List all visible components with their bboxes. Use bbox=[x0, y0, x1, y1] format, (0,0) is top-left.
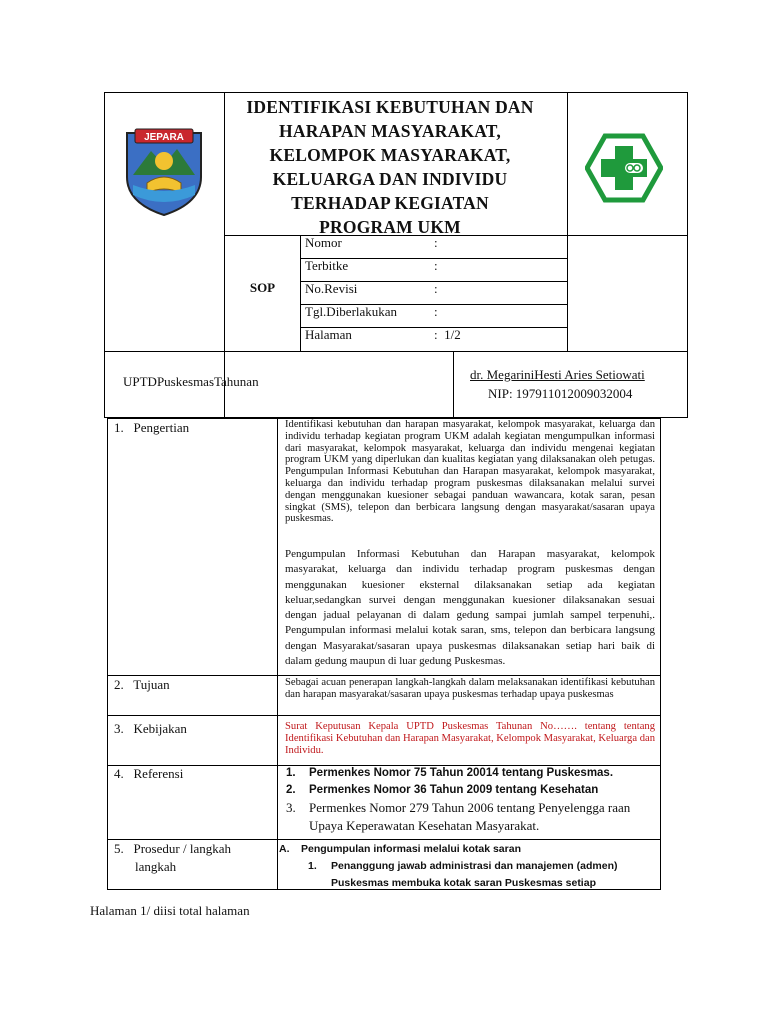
meta-label-terbit: Terbitke bbox=[305, 258, 349, 273]
text-pengertian: Identifikasi kebutuhan dan harapan masyarakat, kelompok masyarakat, keluarga dan individu terhadap kegiatan program UKM adalah kegiatan mengumpulkan informasi dari masyarakat, kelompok masyarakat, keluarga dan individu mengenai kegiatan program UKM yang diperlukan dan kualitas kegiatan yang dilaksanakan oleh petugas. Pengumpulan Informasi Kebutuhan dan Harapan masyarakat, kelompok masyarakat, keluarga dan individu terhadap program puskesmas dilaksanakan melalui survei dengan menggunakan kuesioner sebagai panduan wawancara, kotak saran, pesan singkat (SMS), telepon dan berbicara langsung dengan masyarakat/sasaran upaya puskesmas. bbox=[285, 419, 655, 525]
header-table bbox=[104, 92, 688, 418]
puskesmas-logo bbox=[585, 133, 663, 203]
prosedur-step-num: 1. bbox=[308, 860, 317, 872]
label-prosedur: 5. Prosedur / langkah bbox=[114, 841, 231, 856]
prosedur-step-1-cont: Puskesmas membuka kotak saran Puskesmas setiap bbox=[331, 877, 596, 889]
logo-jepara-text: JEPARA bbox=[144, 132, 184, 143]
label-pengertian: 1. Pengertian bbox=[114, 420, 190, 435]
prosedur-heading: Pengumpulan informasi melalui kotak saran bbox=[301, 843, 521, 855]
jepara-logo bbox=[121, 125, 207, 217]
text-tujuan: Sebagai acuan penerapan langkah-langkah dalam melaksanakan identifikasi kebutuhan dan harapan masyarakat/sasaran upaya puskesmas terhadap upaya puskesmas bbox=[285, 677, 655, 700]
meta-label-halaman: Halaman bbox=[305, 327, 352, 342]
signatory-nip: NIP: 197911012009032004 bbox=[488, 386, 633, 401]
footer-note: Halaman 1/ diisi total halaman bbox=[90, 903, 250, 918]
meta-value-halaman: : 1/2 bbox=[434, 327, 461, 342]
meta-value-nomor: : bbox=[434, 235, 438, 250]
sop-label: SOP bbox=[249, 280, 276, 295]
meta-value-revisi: : bbox=[434, 281, 438, 296]
label-prosedur-2: langkah bbox=[135, 859, 177, 874]
meta-value-terbit: : bbox=[434, 258, 438, 273]
meta-value-tgl: : bbox=[434, 304, 438, 319]
unit-name: UPTDPuskesmasTahunan bbox=[123, 374, 259, 389]
signatory-name: dr. MegariniHesti Aries Setiowati bbox=[470, 367, 645, 382]
text-pengertian-2: Pengumpulan Informasi Kebutuhan dan Harapan masyarakat, kelompok masyarakat, keluarga dan individu terhadap program puskesmas dengan menggunakan kuesioner eksternal dilaksanakan setiap ada kegiatan keluar,sedangkan survei dengan menggunakan kuesioner dilaksanakan sesuai dengan jadual pelayanan di dalam gedung sampai jumlah sampel terpenuhi,. Pengumpulan informasi melalui kotak saran, sms, telepon dan berbicara langsung dengan Masyarakat/sasaran upaya puskesmas dilaksanakan setiap hari baik di dalam gedung maupun di luar gedung Puskesmas. bbox=[285, 548, 655, 668]
meta-label-revisi: No.Revisi bbox=[305, 281, 358, 296]
ref-2-num: 2. bbox=[286, 784, 296, 796]
meta-label-nomor: Nomor bbox=[305, 235, 342, 250]
label-kebijakan: 3. Kebijakan bbox=[114, 721, 187, 736]
ref-1: Permenkes Nomor 75 Tahun 20014 tentang Puskesmas. bbox=[309, 767, 614, 779]
ref-1-num: 1. bbox=[286, 767, 296, 779]
document-title: IDENTIFIKASI KEBUTUHAN DAN HARAPAN MASYARAKAT, KELOMPOK MASYARAKAT, KELUARGA DAN INDIVIDU TERHADAP KEGIATAN PROGRAM UKM bbox=[246, 97, 534, 237]
ref-3-num: 3. bbox=[286, 800, 296, 815]
content-table bbox=[107, 418, 661, 890]
prosedur-step-1: Penanggung jawab administrasi dan manajemen (admen) bbox=[331, 860, 618, 872]
ref-3: Permenkes Nomor 279 Tahun 2006 tentang Penyelengga raan Upaya Keperawatan Kesehatan Masyarakat. bbox=[309, 800, 631, 833]
label-tujuan: 2. Tujuan bbox=[114, 677, 170, 692]
label-referensi: 4. Referensi bbox=[114, 766, 184, 781]
meta-label-tgl: Tgl.Diberlakukan bbox=[305, 304, 398, 319]
prosedur-heading-letter: A. bbox=[279, 843, 290, 855]
text-kebijakan: Surat Keputusan Kepala UPTD Puskesmas Tahunan No……. tentang tentang Identifikasi Kebutuhan dan Harapan Masyarakat, Kelompok Masyarakat, Keluarga dan Individu. bbox=[285, 721, 655, 756]
ref-2: Permenkes Nomor 36 Tahun 2009 tentang Kesehatan bbox=[309, 784, 599, 796]
